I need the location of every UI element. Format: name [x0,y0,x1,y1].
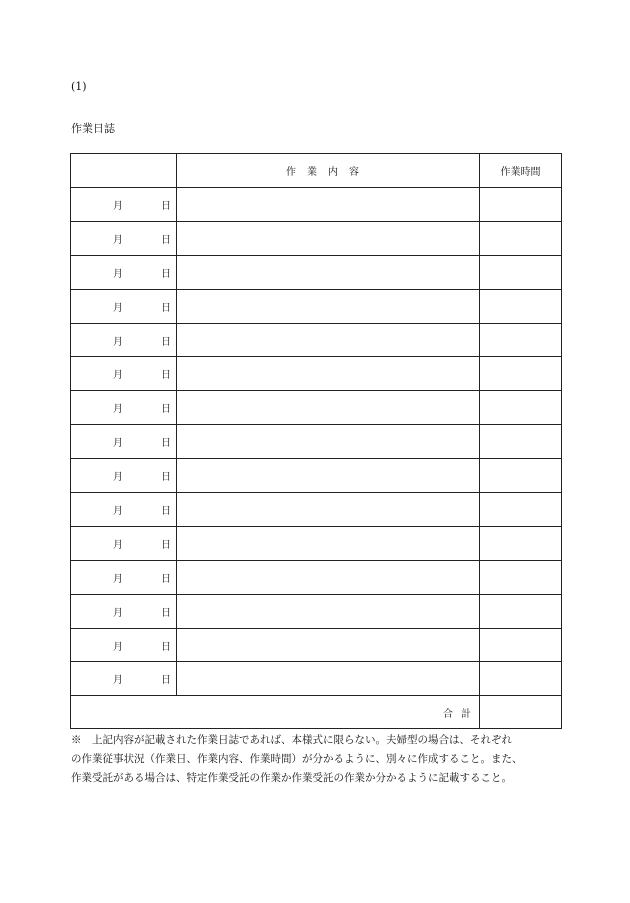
date-column-header [71,154,177,188]
work-time-cell[interactable] [480,628,562,662]
month-label: 月 [113,234,123,246]
work-content-cell[interactable] [177,628,480,662]
date-cell[interactable] [71,357,177,391]
day-label: 日 [161,404,171,416]
work-time-cell[interactable] [480,594,562,628]
table-row [71,289,562,323]
day-label: 日 [161,268,171,280]
date-cell[interactable] [71,493,177,527]
work-content-cell[interactable] [177,459,480,493]
work-log-table [70,153,562,729]
table-body [71,188,562,696]
work-content-cell[interactable] [177,188,480,222]
table-row [71,526,562,560]
date-cell[interactable] [71,221,177,255]
date-cell[interactable] [71,594,177,628]
work-content-cell[interactable] [177,493,480,527]
total-label: 合計 [71,696,480,729]
work-time-cell[interactable] [480,391,562,425]
month-label: 月 [113,404,123,416]
table-row [71,357,562,391]
work-time-cell[interactable] [480,221,562,255]
month-label: 月 [113,539,123,551]
month-label: 月 [113,641,123,653]
work-content-cell[interactable] [177,289,480,323]
total-time-cell[interactable] [480,696,562,729]
work-time-cell[interactable] [480,357,562,391]
table-row [71,188,562,222]
day-label: 日 [161,675,171,687]
table-row [71,221,562,255]
work-time-cell[interactable] [480,425,562,459]
month-label: 月 [113,201,123,212]
time-column-header: 作業時間 [480,154,562,188]
work-time-cell[interactable] [480,526,562,560]
work-time-cell[interactable] [480,560,562,594]
date-cell[interactable] [71,255,177,289]
table-row [71,628,562,662]
work-time-cell[interactable] [480,188,562,222]
work-content-cell[interactable] [177,391,480,425]
day-label: 日 [161,573,171,585]
date-cell[interactable] [71,459,177,493]
month-label: 月 [113,438,123,450]
day-label: 日 [161,641,171,653]
date-cell[interactable] [71,560,177,594]
work-content-cell[interactable] [177,526,480,560]
work-time-cell[interactable] [480,662,562,696]
day-label: 日 [161,336,171,348]
total-row [71,696,562,729]
work-content-cell[interactable] [177,357,480,391]
table-row [71,662,562,696]
month-label: 月 [113,472,123,484]
table-row [71,594,562,628]
work-content-cell[interactable] [177,662,480,696]
table-row [71,560,562,594]
section-number: (1) [71,80,87,93]
date-cell[interactable] [71,425,177,459]
month-label: 月 [113,675,123,687]
page-title: 作業日誌 [71,122,115,135]
content-column-header: 作業内容 [177,154,480,188]
work-content-cell[interactable] [177,255,480,289]
month-label: 月 [113,370,123,382]
day-label: 日 [161,607,171,619]
work-content-cell[interactable] [177,323,480,357]
work-time-cell[interactable] [480,459,562,493]
month-label: 月 [113,268,123,280]
date-cell[interactable] [71,323,177,357]
table-row [71,323,562,357]
day-label: 日 [161,201,171,212]
month-label: 月 [113,506,123,518]
work-content-cell[interactable] [177,425,480,459]
date-cell[interactable] [71,526,177,560]
table-row [71,493,562,527]
day-label: 日 [161,438,171,450]
footnote-line: 作業受託がある場合は、特定作業受託の作業か作業受託の作業か分かるように記載すること。 [71,772,512,784]
work-content-cell[interactable] [177,594,480,628]
work-content-cell[interactable] [177,221,480,255]
month-label: 月 [113,302,123,314]
table-row [71,425,562,459]
day-label: 日 [161,472,171,484]
date-cell[interactable] [71,662,177,696]
work-time-cell[interactable] [480,255,562,289]
table-row [71,459,562,493]
work-time-cell[interactable] [480,323,562,357]
table-header-row [71,154,562,188]
work-time-cell[interactable] [480,289,562,323]
month-label: 月 [113,607,123,619]
day-label: 日 [161,539,171,551]
month-label: 月 [113,573,123,585]
footnote-line: ※ 上記内容が記載された作業日誌であれば、本様式に限らない。夫婦型の場合は、それぞれ [71,734,512,746]
month-label: 月 [113,336,123,348]
date-cell[interactable] [71,289,177,323]
day-label: 日 [161,506,171,518]
table-row [71,391,562,425]
work-content-cell[interactable] [177,560,480,594]
day-label: 日 [161,302,171,314]
table-row [71,255,562,289]
day-label: 日 [161,234,171,246]
work-time-cell[interactable] [480,493,562,527]
footnote-line: の作業従事状況（作業日、作業内容、作業時間）が分かるように、別々に作成すること。また、 [71,753,523,765]
footnote [71,731,566,788]
date-cell[interactable] [71,188,177,222]
date-cell[interactable] [71,391,177,425]
day-label: 日 [161,370,171,382]
date-cell[interactable] [71,628,177,662]
